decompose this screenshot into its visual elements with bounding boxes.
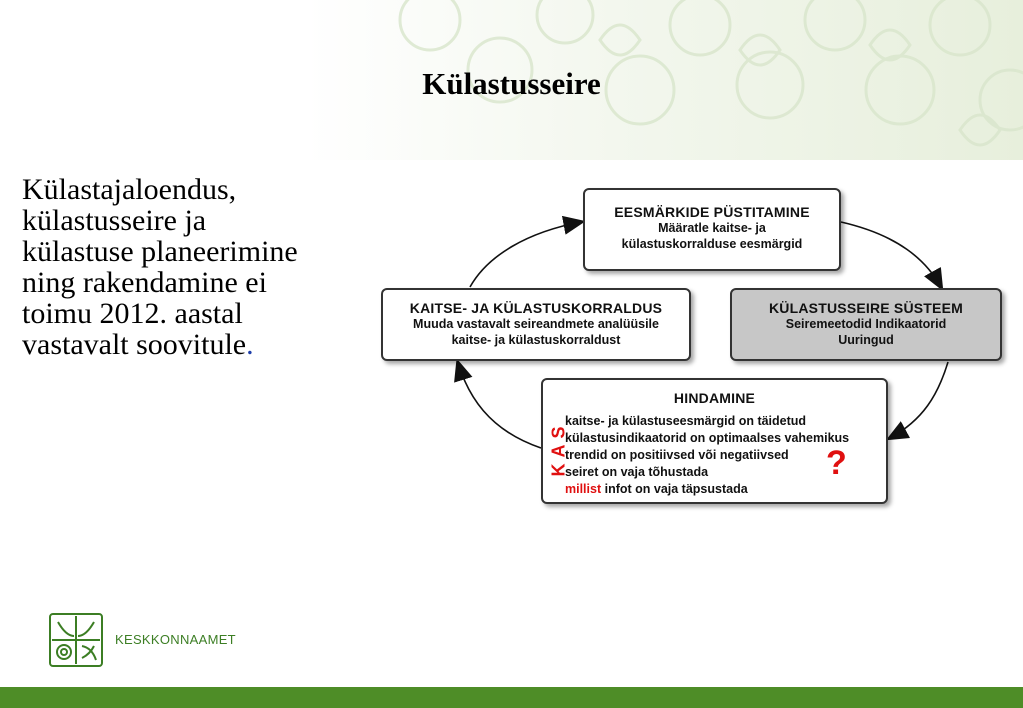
system-line: Uuringud (838, 333, 894, 347)
question-mark-icon: ? (826, 444, 847, 482)
goals-line: külastuskorralduse eesmärgid (621, 237, 803, 251)
evaluation-item: kaitse- ja külastuseesmärgid on täidetud (565, 414, 807, 428)
keskkonnaamet-logo-icon (48, 612, 104, 668)
body-text (22, 174, 372, 360)
evaluation-last-text: infot on vaja täpsustada (601, 482, 748, 496)
evaluation-list (565, 413, 849, 498)
body-line-text: vastavalt soovitule (22, 328, 247, 361)
body-line: külastusseire ja (22, 204, 207, 237)
evaluation-item: seiret on vaja tõhustada (565, 465, 709, 479)
evaluation-item: trendid on positiivsed või negatiivsed (565, 448, 789, 462)
system-heading: KÜLASTUSSEIRE SÜSTEEM (769, 300, 963, 316)
body-line: ning rakendamine ei (22, 266, 267, 299)
evaluation-item-last (565, 481, 849, 498)
system-line: Seiremeetodid Indikaatorid (785, 317, 947, 331)
evaluation-item: külastusindikaatorid on optimaalses vahemikus (565, 431, 850, 445)
goals-box (583, 188, 841, 271)
arrow-goals-to-system (841, 222, 941, 287)
body-line: Külastajaloendus, (22, 173, 237, 206)
footer-bar (0, 687, 1023, 708)
evaluation-highlight: millist (565, 482, 602, 496)
monitoring-cycle-diagram (378, 180, 1008, 510)
regime-line: Muuda vastavalt seireandmete analüüsile (413, 317, 659, 331)
body-end-punct: . (246, 328, 254, 361)
evaluation-box (541, 378, 888, 504)
kas-label: KAS (548, 420, 569, 477)
goals-line: Määratle kaitse- ja (658, 221, 766, 235)
goals-heading: EESMÄRKIDE PÜSTITAMINE (614, 204, 810, 220)
regime-box (381, 288, 691, 361)
evaluation-heading: HINDAMINE (673, 390, 756, 406)
regime-heading: KAITSE- JA KÜLASTUSKORRALDUS (409, 300, 663, 316)
logo-text: KESKKONNAAMET (115, 632, 236, 647)
system-box (730, 288, 1002, 361)
body-line-last (22, 329, 372, 360)
body-line: külastuse planeerimine (22, 235, 298, 268)
slide-title: Külastusseire (422, 66, 601, 101)
arrow-regime-to-goals (470, 222, 581, 287)
body-line: toimu 2012. aastal (22, 297, 243, 330)
arrow-evaluation-to-regime (458, 363, 541, 448)
regime-line: kaitse- ja külastuskorraldust (451, 333, 621, 347)
arrow-system-to-evaluation (890, 362, 948, 438)
